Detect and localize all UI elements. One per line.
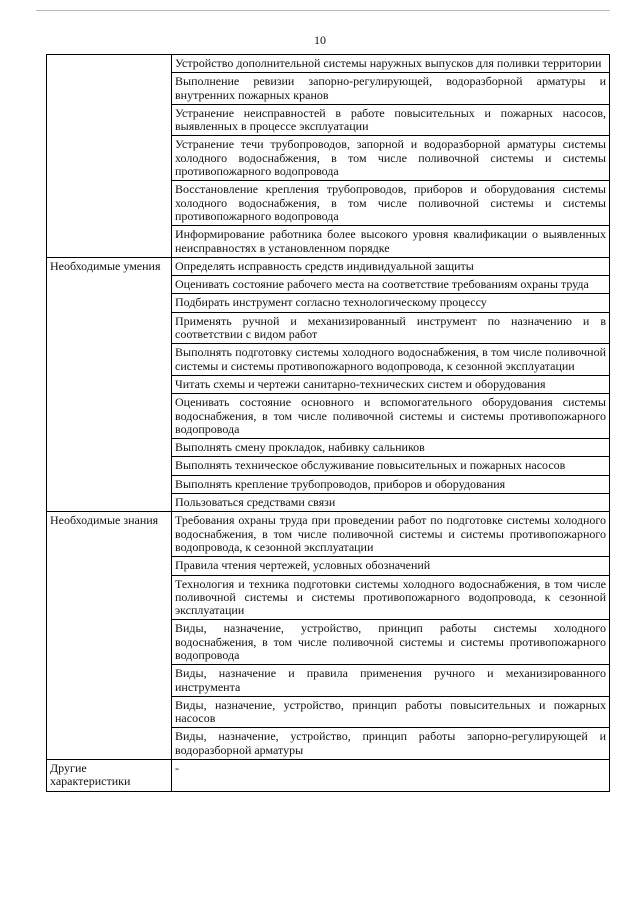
section-item: Правила чтения чертежей, условных обозначений [172, 557, 610, 575]
section-item: Выполнять техническое обслуживание повысительных и пожарных насосов [172, 457, 610, 475]
section-item: Устранение неисправностей в работе повысительных и пожарных насосов, выявленных в процессе эксплуатации [172, 104, 610, 136]
section-item: Выполнять подготовку системы холодного водоснабжения, в том числе поливочной системы и системы противопожарного водопровода, к сезонной эксплуатации [172, 344, 610, 376]
section-item: Требования охраны труда при проведении работ по подготовке системы холодного водоснабжения, в том числе поливочной системы и системы противопожарного водопровода, к сезонной эксплуатации [172, 512, 610, 557]
page-number: 10 [314, 33, 326, 47]
table-row [47, 55, 610, 73]
competency-table [46, 54, 610, 792]
section-item: Устройство дополнительной системы наружных выпусков для поливки территории [172, 55, 610, 73]
section-item: Восстановление крепления трубопроводов, приборов и оборудования системы холодного водоснабжения, в том числе поливочной системы и системы противопожарного водопровода [172, 181, 610, 226]
section-item: Применять ручной и механизированный инструмент по назначению и в соответствии с видом работ [172, 312, 610, 344]
section-item: Оценивать состояние основного и вспомогательного оборудования системы водоснабжения, в том числе поливочной системы и системы противопожарного водопровода [172, 394, 610, 439]
section-label [47, 55, 172, 258]
section-label: Необходимые знания [47, 512, 172, 760]
section-item: Оценивать состояние рабочего места на соответствие требованиям охраны труда [172, 276, 610, 294]
section-item: Технология и техника подготовки системы холодного водоснабжения, в том числе поливочной системы и системы противопожарного водопровода, к сезонной эксплуатации [172, 575, 610, 620]
section-item: Виды, назначение, устройство, принцип работы запорно-регулирующей и водоразборной арматуры [172, 728, 610, 760]
section-item: Выполнение ревизии запорно-регулирующей, водоразборной арматуры и внутренних пожарных кранов [172, 73, 610, 105]
table-row [47, 512, 610, 557]
section-item: Виды, назначение и правила применения ручного и механизированного инструмента [172, 665, 610, 697]
table-row [47, 760, 610, 792]
top-rule [36, 10, 610, 11]
section-item: - [172, 760, 610, 792]
section-item: Выполнять смену прокладок, набивку сальников [172, 439, 610, 457]
section-item: Читать схемы и чертежи санитарно-технических систем и оборудования [172, 375, 610, 393]
section-label: Другие характеристики [47, 760, 172, 792]
section-label: Необходимые умения [47, 257, 172, 511]
section-item: Информирование работника более высокого уровня квалификации о выявленных неисправностях в установленном порядке [172, 226, 610, 258]
section-item: Выполнять крепление трубопроводов, приборов и оборудования [172, 475, 610, 493]
section-item: Пользоваться средствами связи [172, 494, 610, 512]
section-item: Подбирать инструмент согласно технологическому процессу [172, 294, 610, 312]
table-row [47, 257, 610, 275]
section-item: Виды, назначение, устройство, принцип работы системы холодного водоснабжения, в том числе поливочной системы и системы противопожарного водопровода [172, 620, 610, 665]
section-item: Определять исправность средств индивидуальной защиты [172, 257, 610, 275]
section-item: Устранение течи трубопроводов, запорной и водоразборной арматуры системы холодного водоснабжения, в том числе поливочной системы и системы противопожарного водопровода [172, 136, 610, 181]
section-item: Виды, назначение, устройство, принцип работы повысительных и пожарных насосов [172, 696, 610, 728]
